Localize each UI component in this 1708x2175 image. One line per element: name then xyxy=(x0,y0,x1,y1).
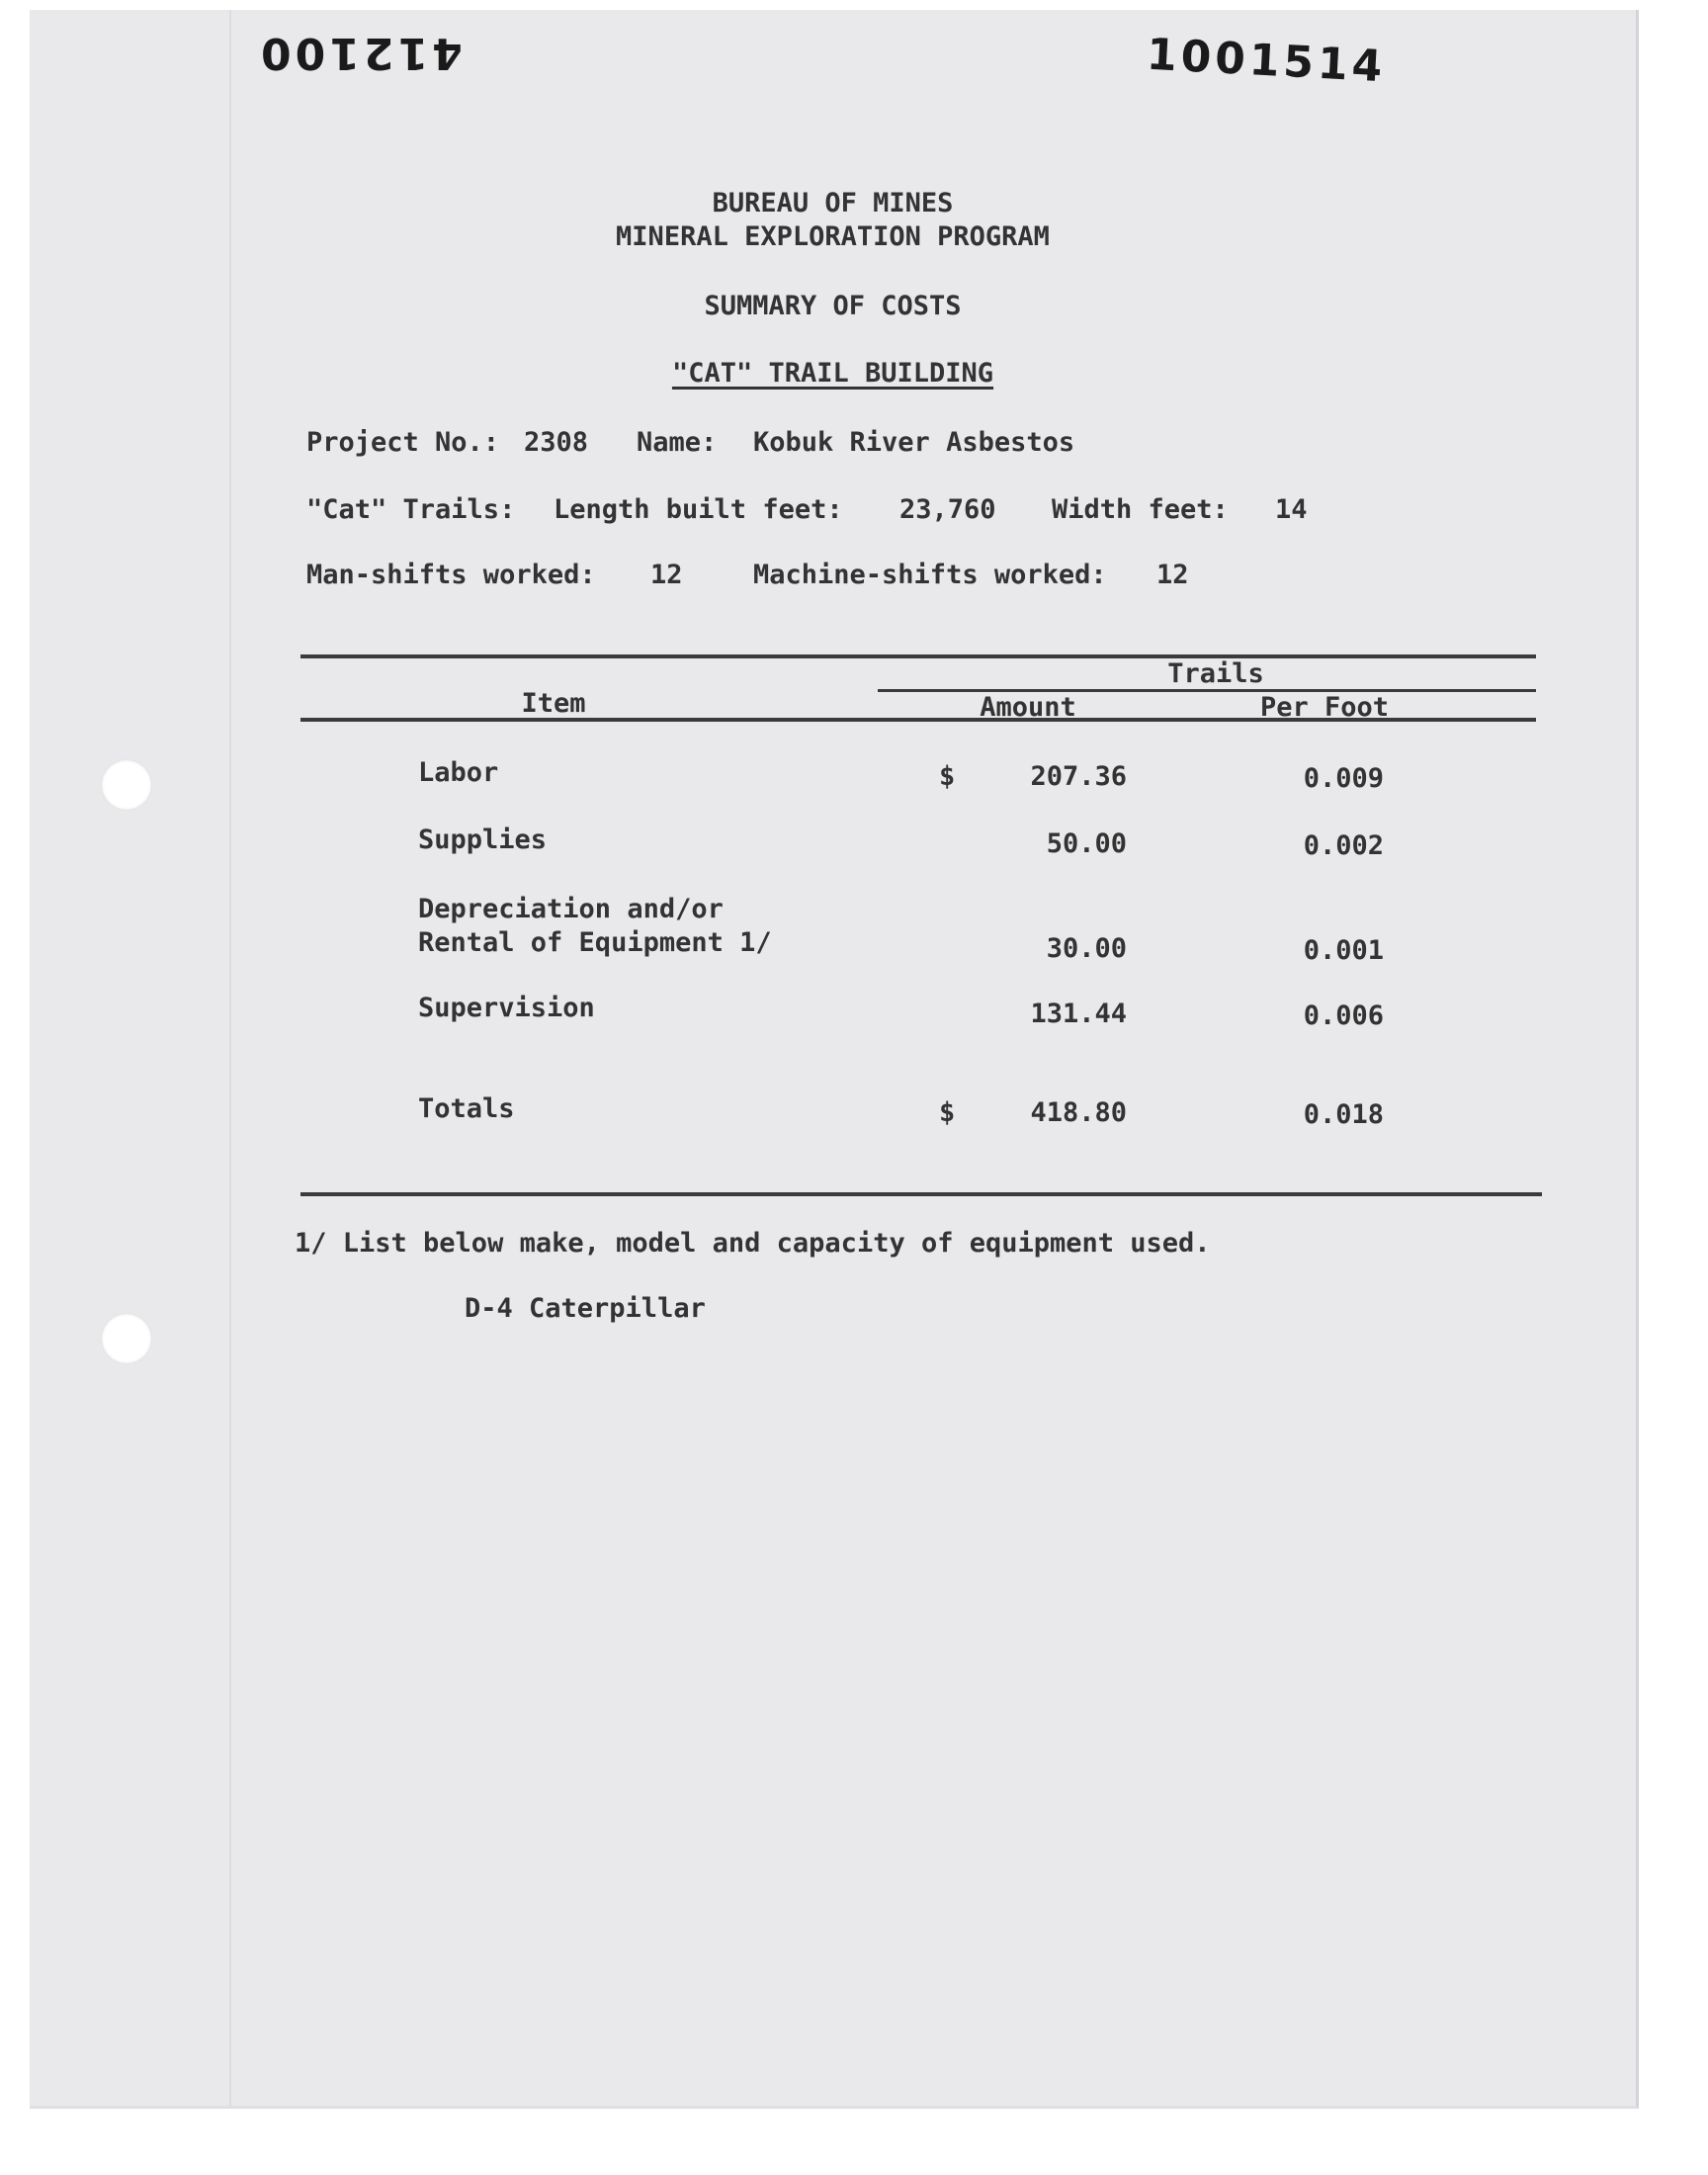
project-number-label: Project No.: xyxy=(306,427,500,458)
row-per-foot-supervision: 0.006 xyxy=(1303,1000,1384,1031)
trail-length-label: Length built feet: xyxy=(554,494,843,525)
row-item-supplies: Supplies xyxy=(418,825,548,855)
section-title-wrap xyxy=(30,358,1636,389)
row-amount-depreciation: 30.00 xyxy=(1046,933,1127,964)
totals-amount: 418.80 xyxy=(1030,1097,1127,1128)
column-header-per-foot: Per Foot xyxy=(1259,692,1390,723)
table-bottom-rule xyxy=(300,1192,1542,1196)
project-number-value: 2308 xyxy=(524,427,589,458)
row-per-foot-labor: 0.009 xyxy=(1303,763,1384,794)
project-name-label: Name: xyxy=(637,427,718,458)
punch-hole-upper xyxy=(101,759,152,811)
row-item-supervision: Supervision xyxy=(418,993,595,1023)
machine-shifts-label: Machine-shifts worked: xyxy=(753,560,1107,590)
row-per-foot-depreciation: 0.001 xyxy=(1303,935,1384,966)
row-per-foot-supplies: 0.002 xyxy=(1303,830,1384,861)
row-currency-labor: $ xyxy=(939,761,956,792)
project-name-value: Kobuk River Asbestos xyxy=(753,427,1075,458)
column-header-item: Item xyxy=(521,688,586,719)
man-shifts-label: Man-shifts worked: xyxy=(306,560,596,590)
group-header-trails: Trails xyxy=(1167,658,1264,689)
summary-title: SUMMARY OF COSTS xyxy=(704,291,962,321)
totals-label: Totals xyxy=(418,1093,515,1124)
row-item-depreciation-line1: Depreciation and/or xyxy=(418,894,724,924)
stamp-number-top-left: 412100 xyxy=(257,28,463,78)
totals-per-foot: 0.018 xyxy=(1303,1099,1384,1130)
equipment-used: D-4 Caterpillar xyxy=(465,1293,706,1324)
trail-length-value: 23,760 xyxy=(899,494,996,525)
agency-title: BUREAU OF MINES xyxy=(712,188,954,218)
row-amount-supplies: 50.00 xyxy=(1046,828,1127,859)
document-page xyxy=(30,10,1639,2109)
column-header-amount: Amount xyxy=(980,692,1076,723)
footnote-text: 1/ List below make, model and capacity of equipment used. xyxy=(295,1228,1211,1259)
punch-hole-lower xyxy=(101,1313,152,1364)
section-title: "CAT" TRAIL BUILDING xyxy=(671,358,994,389)
row-amount-supervision: 131.44 xyxy=(1030,999,1127,1029)
trails-label: "Cat" Trails: xyxy=(306,494,516,525)
row-amount-labor: 207.36 xyxy=(1030,761,1127,792)
machine-shifts-value: 12 xyxy=(1156,560,1189,590)
program-title: MINERAL EXPLORATION PROGRAM xyxy=(616,221,1050,252)
scan-edge-line xyxy=(229,10,231,2106)
trail-width-label: Width feet: xyxy=(1052,494,1229,525)
stamp-number-top-right: 1001514 xyxy=(1145,29,1388,93)
man-shifts-value: 12 xyxy=(650,560,683,590)
row-item-labor: Labor xyxy=(418,757,499,788)
totals-currency: $ xyxy=(939,1097,956,1128)
trail-width-value: 14 xyxy=(1275,494,1308,525)
row-item-depreciation-line2: Rental of Equipment 1/ xyxy=(418,927,772,958)
